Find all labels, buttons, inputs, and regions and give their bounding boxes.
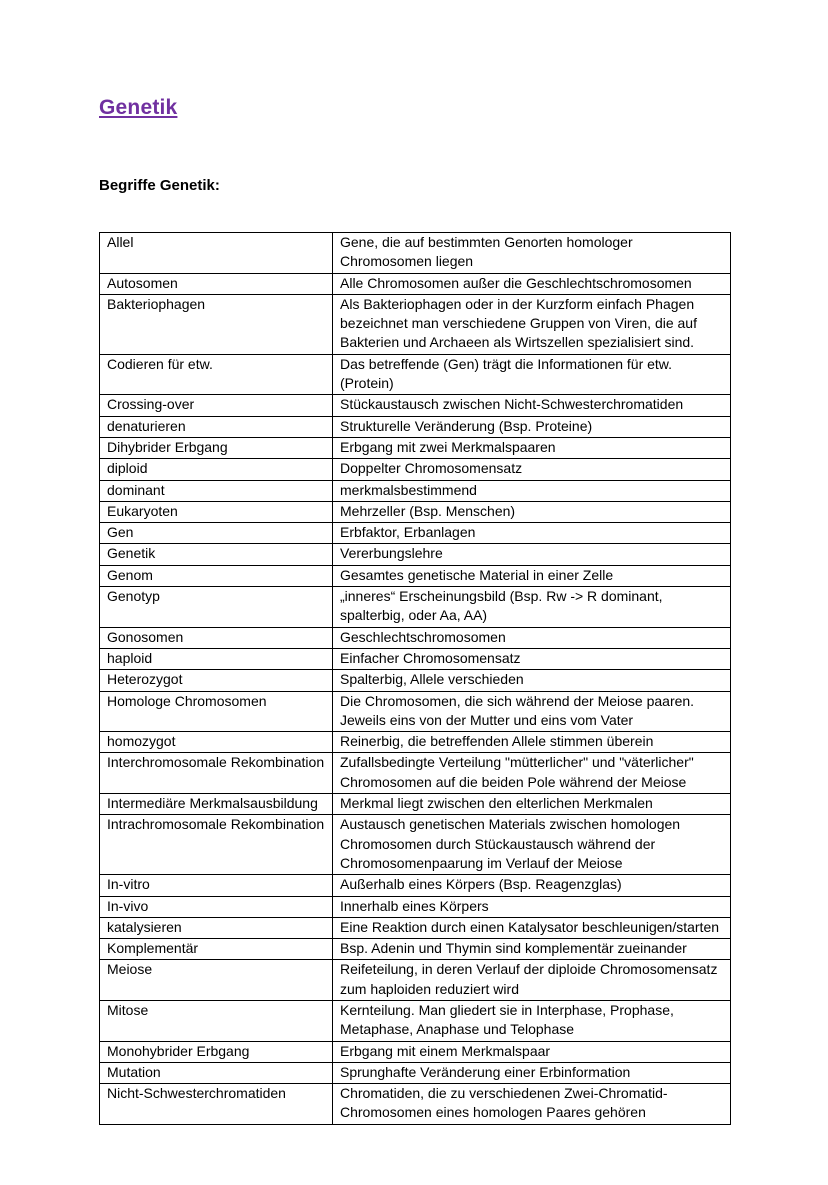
term-cell: Allel [100, 233, 333, 274]
term-cell: Mitose [100, 1000, 333, 1041]
table-row [100, 1062, 731, 1083]
term-cell: Interchromosomale Rekombination [100, 753, 333, 794]
term-cell: In-vitro [100, 875, 333, 896]
table-row [100, 233, 731, 274]
table-row [100, 1000, 731, 1041]
table-row [100, 1084, 731, 1125]
term-cell: Bakteriophagen [100, 294, 333, 354]
definition-cell: Chromatiden, die zu verschiedenen Zwei-Chromatid-Chromosomen eines homologen Paares gehören [333, 1084, 731, 1125]
table-row [100, 501, 731, 522]
term-cell: Meiose [100, 960, 333, 1001]
table-row [100, 648, 731, 669]
term-cell: Dihybrider Erbgang [100, 437, 333, 458]
definition-cell: Erbfaktor, Erbanlagen [333, 523, 731, 544]
table-row [100, 917, 731, 938]
term-cell: Mutation [100, 1062, 333, 1083]
definition-cell: Außerhalb eines Körpers (Bsp. Reagenzglas) [333, 875, 731, 896]
term-cell: Crossing-over [100, 395, 333, 416]
table-row [100, 294, 731, 354]
term-cell: Genom [100, 565, 333, 586]
definition-cell: Innerhalb eines Körpers [333, 896, 731, 917]
term-cell: Nicht-Schwesterchromatiden [100, 1084, 333, 1125]
table-row [100, 480, 731, 501]
definition-cell: Austausch genetischen Materials zwischen homologen Chromosomen durch Stückaustausch während der Chromosomenpaarung im Verlauf der Meiose [333, 815, 731, 875]
definition-cell: Stückaustausch zwischen Nicht-Schwesterchromatiden [333, 395, 731, 416]
table-row [100, 565, 731, 586]
table-row [100, 459, 731, 480]
definition-cell: Merkmal liegt zwischen den elterlichen Merkmalen [333, 794, 731, 815]
definition-cell: Eine Reaktion durch einen Katalysator beschleunigen/starten [333, 917, 731, 938]
term-cell: Gen [100, 523, 333, 544]
term-cell: Autosomen [100, 273, 333, 294]
table-row [100, 523, 731, 544]
table-row [100, 794, 731, 815]
term-cell: Komplementär [100, 939, 333, 960]
table-row [100, 1041, 731, 1062]
term-cell: Gonosomen [100, 627, 333, 648]
table-row [100, 753, 731, 794]
term-cell: Monohybrider Erbgang [100, 1041, 333, 1062]
definition-cell: merkmalsbestimmend [333, 480, 731, 501]
definition-cell: Die Chromosomen, die sich während der Meiose paaren. Jeweils eins von der Mutter und eins vom Vater [333, 691, 731, 732]
definition-cell: Vererbungslehre [333, 544, 731, 565]
table-row [100, 875, 731, 896]
definition-cell: Doppelter Chromosomensatz [333, 459, 731, 480]
term-cell: dominant [100, 480, 333, 501]
term-cell: Genetik [100, 544, 333, 565]
definition-cell: „inneres“ Erscheinungsbild (Bsp. Rw -> R dominant, spalterbig, oder Aa, AA) [333, 587, 731, 628]
page-title: Genetik [99, 96, 178, 119]
term-cell: homozygot [100, 732, 333, 753]
definition-cell: Das betreffende (Gen) trägt die Informationen für etw. (Protein) [333, 354, 731, 395]
term-cell: Heterozygot [100, 670, 333, 691]
definition-cell: Erbgang mit einem Merkmalspaar [333, 1041, 731, 1062]
definition-cell: Bsp. Adenin und Thymin sind komplementär zueinander [333, 939, 731, 960]
table-row [100, 273, 731, 294]
table-row [100, 416, 731, 437]
table-row [100, 627, 731, 648]
table-row [100, 939, 731, 960]
definition-cell: Gene, die auf bestimmten Genorten homologer Chromosomen liegen [333, 233, 731, 274]
definition-cell: Geschlechtschromosomen [333, 627, 731, 648]
section-heading: Begriffe Genetik: [99, 177, 220, 194]
term-cell: diploid [100, 459, 333, 480]
definition-cell: Sprunghafte Veränderung einer Erbinformation [333, 1062, 731, 1083]
definition-cell: Mehrzeller (Bsp. Menschen) [333, 501, 731, 522]
table-row [100, 732, 731, 753]
definition-cell: Strukturelle Veränderung (Bsp. Proteine) [333, 416, 731, 437]
definition-cell: Kernteilung. Man gliedert sie in Interphase, Prophase, Metaphase, Anaphase und Telophase [333, 1000, 731, 1041]
term-cell: Eukaryoten [100, 501, 333, 522]
term-cell: Codieren für etw. [100, 354, 333, 395]
term-cell: Genotyp [100, 587, 333, 628]
table-row [100, 896, 731, 917]
definition-cell: Als Bakteriophagen oder in der Kurzform einfach Phagen bezeichnet man verschiedene Gruppen von Viren, die auf Bakterien und Archaeen als Wirtszellen spezialisiert sind. [333, 294, 731, 354]
term-cell: In-vivo [100, 896, 333, 917]
term-cell: haploid [100, 648, 333, 669]
term-cell: Intermediäre Merkmalsausbildung [100, 794, 333, 815]
definition-cell: Gesamtes genetische Material in einer Zelle [333, 565, 731, 586]
table-row [100, 395, 731, 416]
term-cell: Intrachromosomale Rekombination [100, 815, 333, 875]
term-cell: denaturieren [100, 416, 333, 437]
table-row [100, 437, 731, 458]
definition-cell: Alle Chromosomen außer die Geschlechtschromosomen [333, 273, 731, 294]
glossary-table-body [100, 233, 731, 1125]
table-row [100, 815, 731, 875]
table-row [100, 670, 731, 691]
definition-cell: Reinerbig, die betreffenden Allele stimmen überein [333, 732, 731, 753]
definition-cell: Reifeteilung, in deren Verlauf der diploide Chromosomensatz zum haploiden reduziert wird [333, 960, 731, 1001]
term-cell: Homologe Chromosomen [100, 691, 333, 732]
definition-cell: Erbgang mit zwei Merkmalspaaren [333, 437, 731, 458]
definition-cell: Zufallsbedingte Verteilung "mütterlicher" und "väterlicher" Chromosomen auf die beiden Pole während der Meiose [333, 753, 731, 794]
table-row [100, 587, 731, 628]
definition-cell: Spalterbig, Allele verschieden [333, 670, 731, 691]
table-row [100, 691, 731, 732]
term-cell: katalysieren [100, 917, 333, 938]
table-row [100, 354, 731, 395]
definition-cell: Einfacher Chromosomensatz [333, 648, 731, 669]
table-row [100, 960, 731, 1001]
table-row [100, 544, 731, 565]
glossary-table [99, 232, 731, 1125]
